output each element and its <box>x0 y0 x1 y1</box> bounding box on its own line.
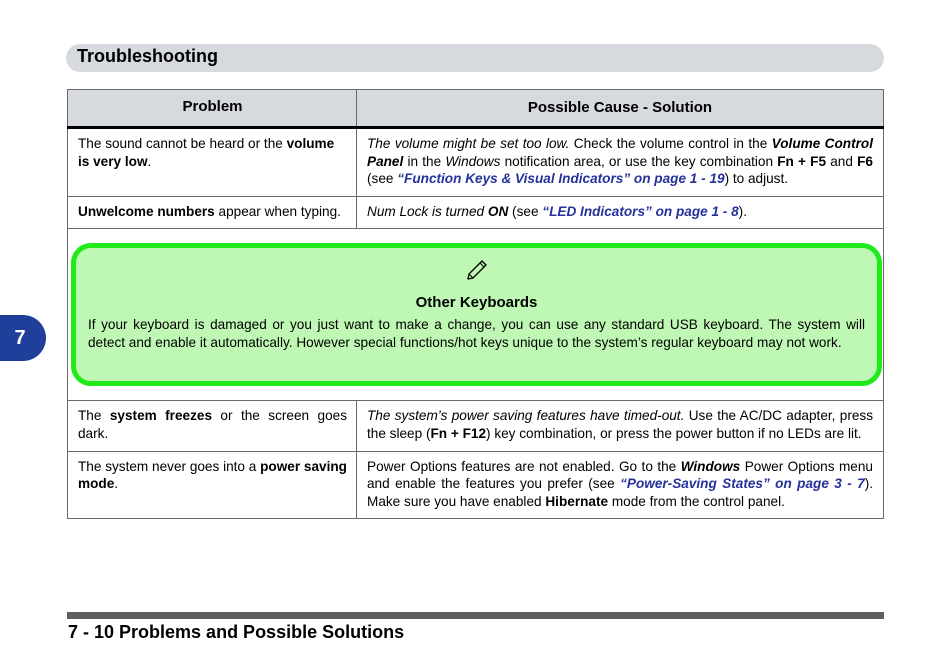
table-row <box>68 196 884 229</box>
note-text: If your keyboard is damaged or you just want to make a change, you can use any standard USB keyboard. The system will detect and enable it automatically. However special functions/hot keys unique to the system’s regular keyboard may not work. <box>88 316 865 350</box>
table-row <box>68 128 884 197</box>
solution-cell: The system’s power saving features have timed-out. Use the AC/DC adapter, press the sleep (Fn + F12) key combination, or press the power button if no LEDs are lit. <box>357 401 884 451</box>
solution-cell: Num Lock is turned ON (see “LED Indicators” on page 1 - 8). <box>357 196 884 229</box>
note-title: Other Keyboards <box>415 294 538 312</box>
troubleshooting-table <box>67 89 884 519</box>
table-row <box>68 401 884 451</box>
note-row <box>68 229 884 401</box>
note-box <box>71 243 882 386</box>
cross-reference-link[interactable]: “LED Indicators” on page 1 - 8 <box>542 203 739 219</box>
problem-cell: The system freezes or the screen goes dark. <box>68 401 357 451</box>
footer-bar <box>67 612 884 619</box>
cross-reference-link[interactable]: “Function Keys & Visual Indicators” on page 1 - 19 <box>397 171 725 187</box>
page-footer: 7 - 10 Problems and Possible Solutions <box>68 622 405 642</box>
solution-cell: Power Options features are not enabled. Go to the Windows Power Options menu and enable the features you prefer (see “Power-Saving States” on page 3 - 7). Make sure you have enabled Hibernate mode from the control panel. <box>357 451 884 519</box>
problem-cell: The system never goes into a power saving mode. <box>68 451 357 519</box>
column-header-solution: Possible Cause - Solution <box>357 90 884 128</box>
table-row <box>68 451 884 519</box>
cross-reference-link[interactable]: “Power-Saving States” on page 3 - 7 <box>620 476 865 492</box>
problem-cell: Unwelcome numbers appear when typing. <box>68 196 357 229</box>
pencil-icon <box>88 252 865 288</box>
table-header-row <box>68 90 884 128</box>
column-header-problem: Problem <box>68 90 357 128</box>
solution-cell: The volume might be set too low. Check the volume control in the Volume Control Panel in the Windows notification area, or use the key combination Fn + F5 and F6 (see “Function Keys & Visual Indicators” on page 1 - 19) to adjust. <box>357 128 884 197</box>
page-title: Troubleshooting <box>77 46 218 66</box>
chapter-tab: 7 <box>0 315 46 361</box>
note-cell <box>68 229 884 401</box>
problem-cell: The sound cannot be heard or the volume is very low. <box>68 128 357 197</box>
